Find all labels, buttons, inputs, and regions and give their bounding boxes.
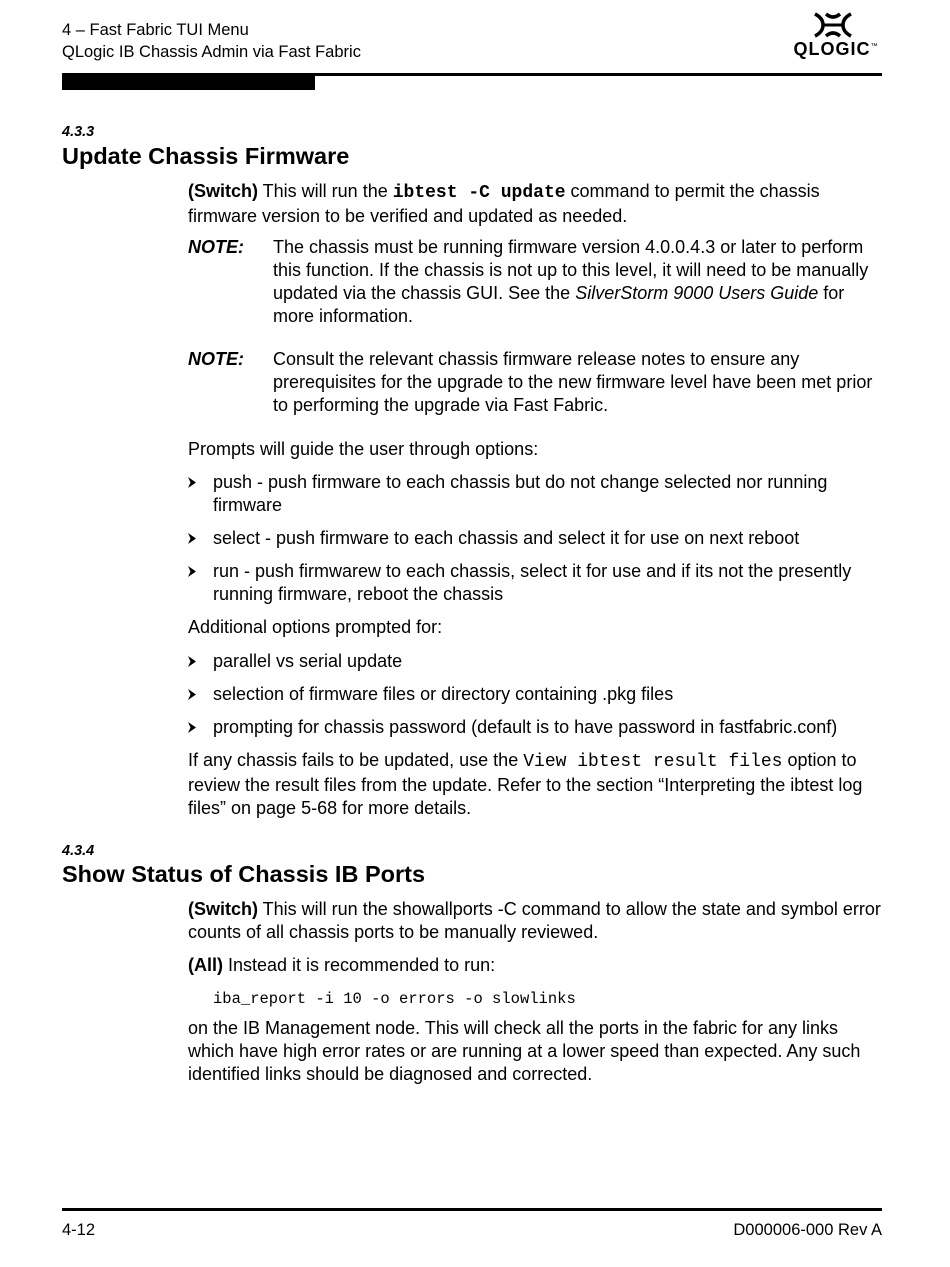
section-number: 4.3.3 [62, 124, 95, 140]
qlogic-logo: QLOGIC™ [793, 39, 879, 59]
list-item: push - push firmware to each chassis but do not change selected nor running firmware [188, 471, 882, 517]
guide-title: SilverStorm 9000 Users Guide [575, 283, 819, 303]
code-example: iba_report -i 10 -o errors -o slowlinks [213, 990, 576, 1008]
list-item: selection of firmware files or directory containing .pkg files [188, 683, 882, 706]
menu-option-text: View ibtest result files [523, 752, 783, 772]
bullet-arrow-icon [188, 722, 196, 733]
section-number: 4.3.4 [62, 843, 95, 859]
bullet-arrow-icon [188, 566, 196, 577]
bullet-arrow-icon [188, 656, 196, 667]
section-title: Update Chassis Firmware [62, 143, 350, 169]
bullet-arrow-icon [188, 477, 196, 488]
list-item: prompting for chassis password (default is to have password in fastfabric.conf) [188, 716, 882, 739]
list-item: parallel vs serial update [188, 650, 882, 673]
bullet-arrow-icon [188, 533, 196, 544]
note-firmware-version [188, 236, 882, 328]
prompts-intro: Prompts will guide the user through options: [188, 439, 539, 459]
bullet-arrow-icon [188, 689, 196, 700]
list-item: run - push firmwarew to each chassis, select it for use and if its not the presently running firmware, reboot the chassis [188, 560, 882, 606]
header-bar [62, 76, 315, 90]
closing-paragraph: If any chassis fails to be updated, use the View ibtest result files option to review the result files from the update. Refer to the section “Interpreting the ibtest log files” on page 5-68 for more details. [188, 750, 863, 818]
command-text: ibtest -C update [392, 183, 566, 203]
all-paragraph: (All) Instead it is recommended to run: [188, 955, 496, 975]
header-section-title: QLogic IB Chassis Admin via Fast Fabric [62, 43, 361, 61]
list-item: select - push firmware to each chassis and select it for use on next reboot [188, 527, 882, 550]
note-label: NOTE: [188, 237, 244, 257]
note-release-notes [188, 348, 882, 418]
note-label: NOTE: [188, 349, 244, 369]
intro-paragraph: (Switch) This will run the ibtest -C update command to permit the chassis firmware version to be verified and updated as needed. [188, 181, 820, 226]
section-title: Show Status of Chassis IB Ports [62, 861, 426, 887]
document-id: D000006-000 Rev A [733, 1221, 882, 1239]
switch-paragraph: (Switch) This will run the showallports -C command to allow the state and symbol error counts of all chassis ports to be manually reviewed. [188, 899, 881, 942]
header-chapter-title: 4 – Fast Fabric TUI Menu [62, 21, 249, 39]
qlogic-logo-icon [812, 10, 854, 40]
page-number: 4-12 [62, 1221, 96, 1239]
note-text: Consult the relevant chassis firmware release notes to ensure any prerequisites for the upgrade to the new firmware level have been met prior to performing the upgrade via Fast Fabric. [273, 349, 873, 415]
additional-intro: Additional options prompted for: [188, 617, 443, 637]
note-text: The chassis must be running firmware version 4.0.0.4.3 or later to perform this function. If the chassis is not up to this level, it will need to be manually updated via the chassis GUI. See the SilverStorm 9000 Users Guide for more information. [273, 237, 869, 326]
closing-paragraph: on the IB Management node. This will check all the ports in the fabric for any links which have high error rates or are running at a lower speed than expected. Any such identified links should be diagnosed and corrected. [188, 1018, 861, 1084]
footer-rule [62, 1208, 882, 1211]
